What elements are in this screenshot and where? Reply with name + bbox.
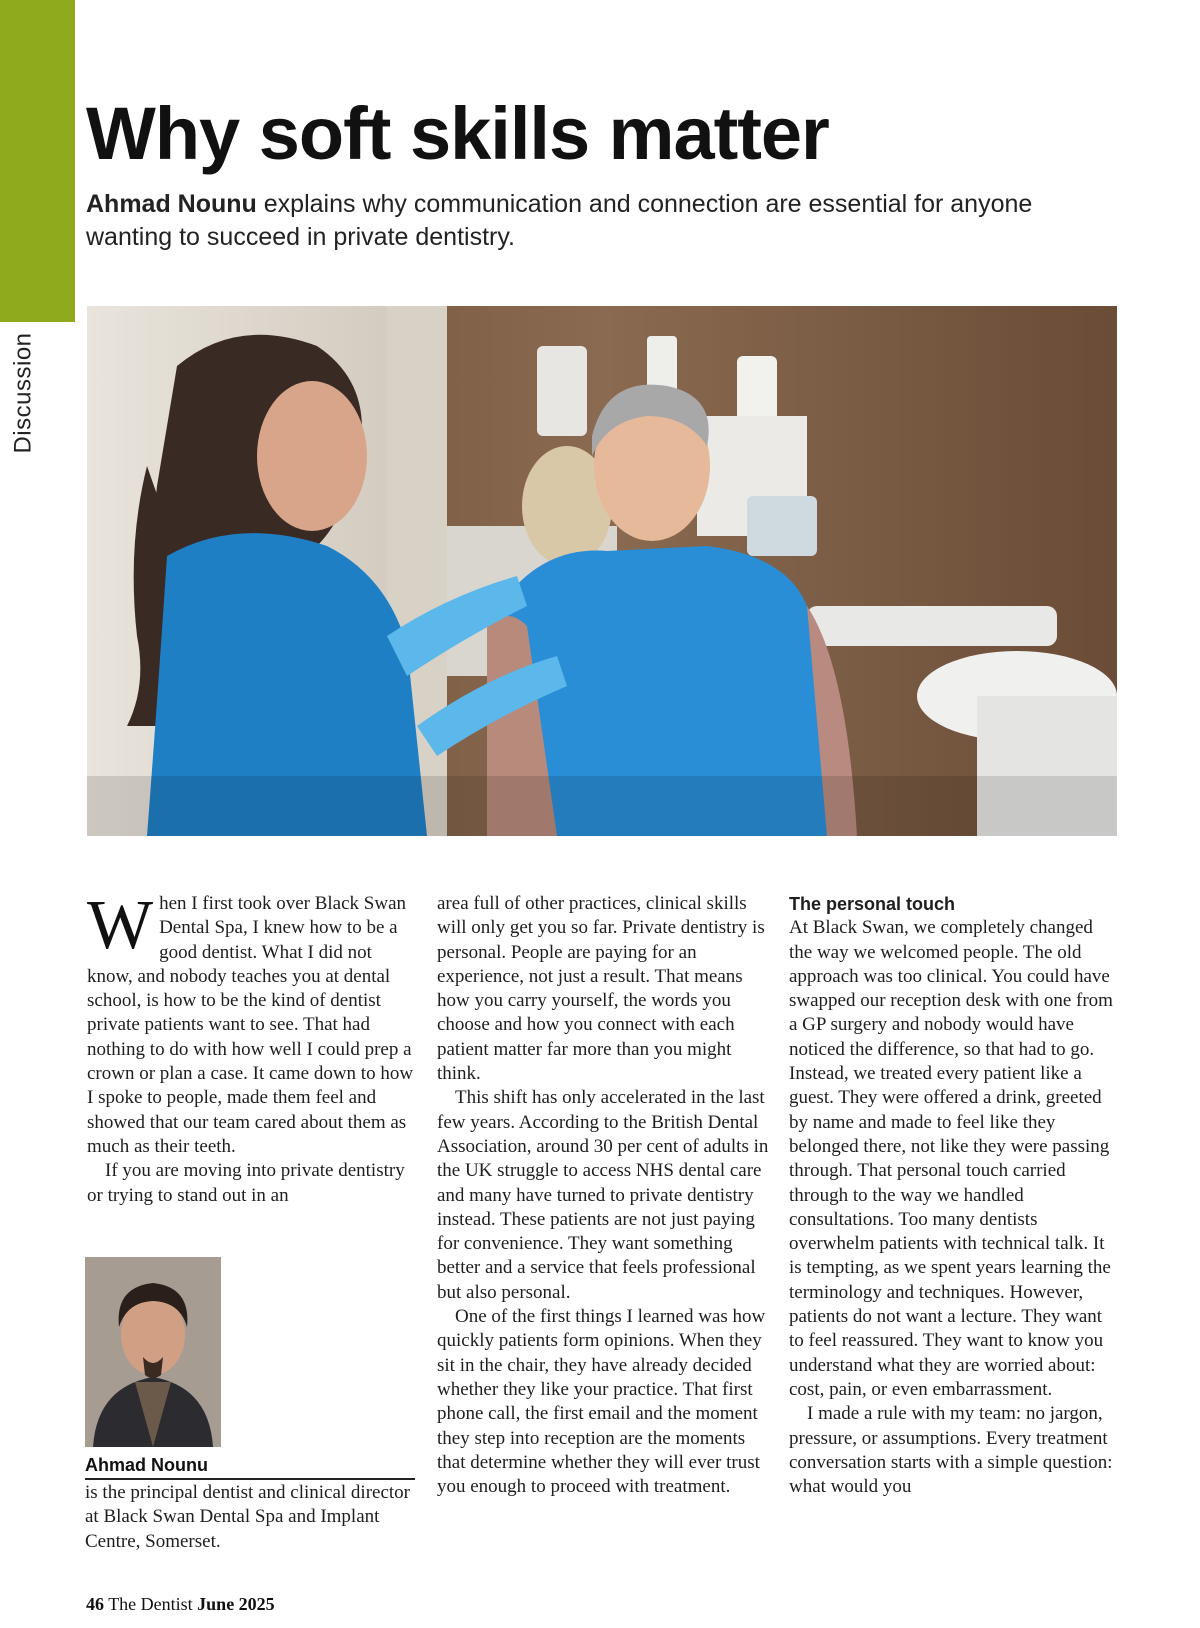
page-footer (86, 1594, 275, 1615)
publication-name: The Dentist (108, 1594, 193, 1614)
body-column-2 (437, 892, 769, 1499)
author-name: Ahmad Nounu (85, 1455, 415, 1480)
paragraph: This shift has only accelerated in the last few years. According to the British Dental Association, around 30 per cent of adults in the UK struggle to access NHS dental care and many have turned to private dentistry instead. These patients are not just paying for convenience. They want something better and a service that feels professional but also personal. (437, 1087, 769, 1303)
section-label-text: Discussion (10, 332, 38, 454)
hero-photo (87, 306, 1117, 836)
paragraph: I made a rule with my team: no jargon, pressure, or assumptions. Every treatment conversation starts with a simple question: what would you (789, 1403, 1113, 1498)
section-label (6, 326, 42, 460)
drop-cap: W (87, 887, 154, 964)
paragraph (87, 887, 417, 1159)
standfirst (86, 188, 1096, 254)
paragraph: At Black Swan, we completely changed the way we welcomed people. The old approach was too clinical. You could have swapped our reception desk with one from a GP surgery and nobody would have noticed the difference, so that had to go. Instead, we treated every patient like a guest. They were offered a drink, greeted by name and made to feel like they belonged there, not like they were passing through. That personal touch carried through to the way we handled consultations. Too many dentists overwhelm patients with technical talk. It is tempting, as we spent years learning the terminology and techniques. However, patients do not want a lecture. They want to feel reassured. They want to know you understand what they are worried about: cost, pain, or even embarrassment. (789, 917, 1113, 1400)
page-number: 46 (86, 1594, 104, 1614)
author-photo (85, 1257, 221, 1447)
standfirst-author: Ahmad Nounu (86, 190, 257, 218)
standfirst-text: explains why communication and connection are essential for anyone wanting to succeed in private dentistry. (86, 190, 1033, 251)
paragraph: If you are moving into private dentistry or trying to stand out in an (87, 1160, 405, 1206)
author-portrait (85, 1257, 221, 1447)
paragraph: One of the first things I learned was how quickly patients form opinions. When they sit in the chair, they have already decided whether they like your practice. That first phone call, the first email and the moment they step into reception are the moments that determine whether they will ever trust you enough to proceed with treatment. (437, 1306, 766, 1498)
paragraph: area full of other practices, clinical skills will only get you so far. Private dentistry is personal. People are paying for an experience, not just a result. That means how you carry yourself, the words you choose and how you connect with each patient matter far more than you might think. (437, 893, 765, 1085)
hero-illustration (87, 306, 1117, 836)
section-color-bar (0, 0, 75, 322)
author-bio: is the principal dentist and clinical director at Black Swan Dental Spa and Implant Centre, Somerset. (85, 1482, 411, 1552)
body-column-3 (789, 892, 1119, 1499)
issue-date: June 2025 (197, 1594, 275, 1614)
body-column-1 (87, 887, 417, 1208)
paragraph-text: hen I first took over Black Swan Dental Spa, I knew how to be a good dentist. What I did not know, and nobody teaches you at dental school, is how to be the kind of dentist private patients want to see. That had nothing to do with how well I could prep a crown or plan a case. It came down to how I spoke to people, made them feel and showed that our team cared about them as much as their teeth. (87, 893, 414, 1157)
subheading: The personal touch (789, 894, 956, 914)
article-title: Why soft skills matter (86, 92, 829, 175)
